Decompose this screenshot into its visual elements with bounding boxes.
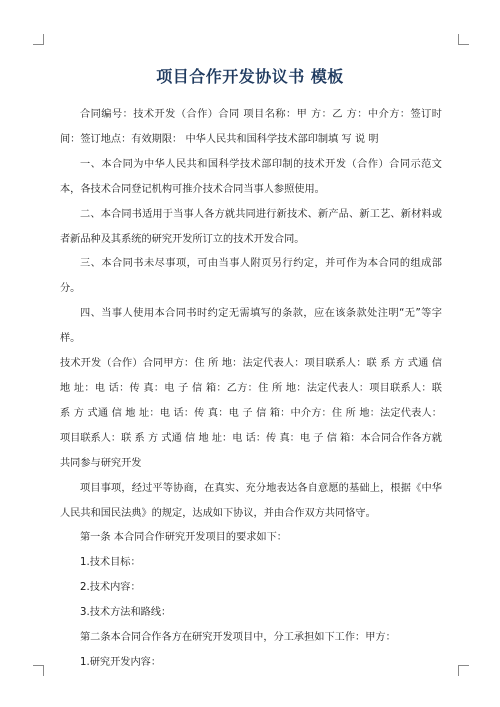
paragraph-article-2: 第二条本合同合作各方在研究开发项目中，分工承担如下工作：甲方： bbox=[80, 632, 396, 644]
crop-mark-bottom-left bbox=[33, 665, 44, 676]
paragraph-instruction-2: 二、本合同书适用于当事人各方就共同进行新技术、新产品、新工艺、新材料或者新品种及其系统的研究开发所订立的技术开发合同。 bbox=[60, 208, 442, 245]
paragraph-parties-info: 技术开发（合作）合同甲方：住 所 地：法定代表人：项目联系人：联 系 方 式通 信 地 址：电 话：传 真：电 子 信 箱：乙方：住 所 地：法定代表人：项目联系人：联 系 方 式通 信 地 址：电 话：传 真：电 子 信 箱：中介方：住 所 地：法定代表人：项目联系人：联 系 方 式通 信 地 址：电 话：传 真：电 子 信 箱：本合同合作各方就共同参与研究开发 bbox=[60, 358, 442, 469]
paragraph-instruction-1: 一、本合同为中华人民共和国科学技术部印制的技术开发（合作）合同示范文本，各技术合同登记机构可推介技术合同当事人参照使用。 bbox=[60, 158, 442, 195]
paragraph-agreement-basis: 项目事项，经过平等协商，在真实、充分地表达各自意愿的基础上，根据《中华人民共和国民法典》的规定，达成如下协议，并由合作双方共同恪守。 bbox=[60, 482, 442, 519]
crop-mark-bottom-right bbox=[458, 665, 469, 676]
paragraph-instruction-4: 四、当事人使用本合同书时约定无需填写的条款，应在该条款处注明“无”等字样。 bbox=[60, 308, 442, 345]
document-body bbox=[60, 103, 442, 676]
crop-mark-top-left bbox=[33, 34, 44, 45]
paragraph-contract-header: 合同编号：技术开发（合作）合同 项目名称：甲 方：乙 方：中介方：签订时间：签订地点：有效期限： 中华人民共和国科学技术部印制填 写 说 明 bbox=[60, 109, 442, 145]
crop-mark-top-right bbox=[458, 34, 469, 45]
paragraph-item-tech-goal: 1.技术目标： bbox=[80, 557, 141, 569]
document-title: 项目合作开发协议书 模板 bbox=[156, 67, 344, 86]
paragraph-item-tech-method: 3.技术方法和路线： bbox=[80, 607, 172, 619]
paragraph-item-rd-content: 1.研究开发内容： bbox=[80, 656, 162, 668]
paragraph-instruction-3: 三、本合同书未尽事项，可由当事人附页另行约定，并可作为本合同的组成部分。 bbox=[60, 258, 442, 295]
paragraph-item-tech-content: 2.技术内容： bbox=[80, 582, 141, 594]
paragraph-article-1: 第一条 本合同合作研究开发项目的要求如下： bbox=[80, 532, 287, 544]
